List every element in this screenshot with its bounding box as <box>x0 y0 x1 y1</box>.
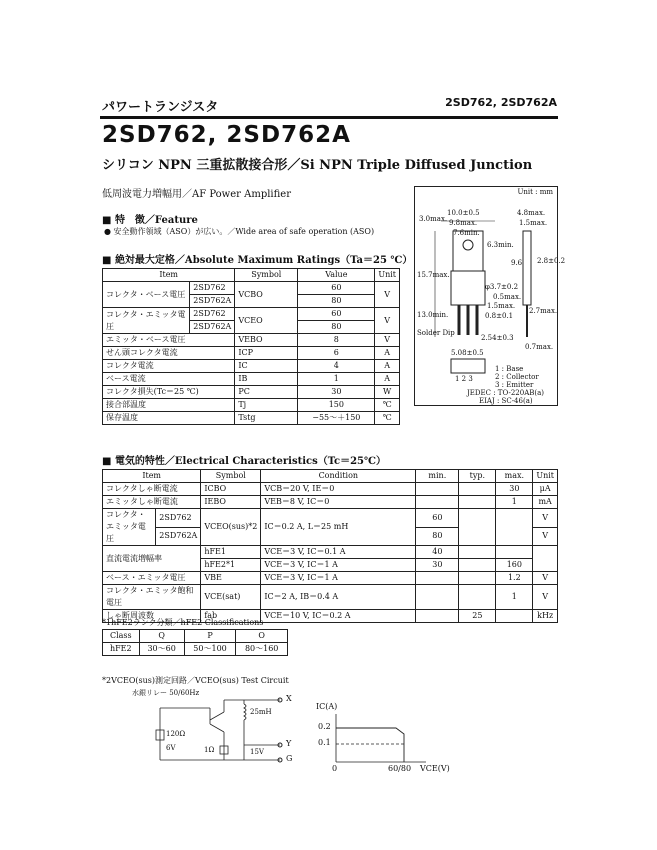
header-part-numbers: 2SD762, 2SD762A <box>445 96 557 109</box>
col-header: Unit <box>533 470 558 483</box>
table-row <box>103 496 558 509</box>
min-cell: 60 <box>416 509 459 528</box>
value-cell: −55～＋150 <box>298 412 375 425</box>
unit-cell: V <box>375 282 400 308</box>
table-row <box>103 360 400 373</box>
col-header: Value <box>298 269 375 282</box>
pin-legend-emitter: 3 : Emitter <box>495 381 534 389</box>
symbol-cell: VEBO <box>235 334 298 347</box>
symbol-cell: IEBO <box>201 496 261 509</box>
item-cell: ベース・エミッタ電圧 <box>103 572 201 585</box>
class-header: P <box>184 630 236 643</box>
dim-label: 2.7max. <box>529 307 558 315</box>
sub-cell: 2SD762A <box>190 321 235 334</box>
item-cell: エミッタしゃ断電流 <box>103 496 201 509</box>
typ-cell <box>459 585 496 610</box>
item-cell: せん頭コレクタ電流 <box>103 347 235 360</box>
unit-cell: A <box>375 360 400 373</box>
item-cell: エミッタ・ベース電圧 <box>103 334 235 347</box>
table-row <box>103 399 400 412</box>
unit-cell: V <box>533 572 558 585</box>
max-cell <box>496 546 533 559</box>
value-cell: 80 <box>298 321 375 334</box>
max-cell: 1 <box>496 585 533 610</box>
classification-heading: *1hFE2ランク分類／hFE2 Classifications <box>102 618 264 627</box>
item-cell: コレクタ電流 <box>103 360 235 373</box>
unit-cell: μA <box>533 483 558 496</box>
item-cell: しゃ断周波数 <box>103 610 201 623</box>
unit-cell: ℃ <box>375 399 400 412</box>
typ-cell <box>459 496 496 509</box>
min-cell: 40 <box>416 546 459 559</box>
dim-label: 6.3min. <box>487 241 514 249</box>
value-cell: 80 <box>298 295 375 308</box>
symbol-cell: PC <box>235 386 298 399</box>
header-rule <box>100 116 558 119</box>
class-cell: hFE2 <box>103 643 140 656</box>
package-drawing <box>414 186 566 406</box>
col-header: Item <box>103 269 235 282</box>
graph-x-tick: 60/80 <box>388 764 412 773</box>
elec-heading: ■ 電気的特性／Electrical Characteristics（Tc＝25℃） <box>102 456 386 467</box>
class-header: Q <box>139 630 184 643</box>
symbol-cell: IC <box>235 360 298 373</box>
dim-label: 13.0min. <box>417 311 449 319</box>
value-cell: 60 <box>298 282 375 295</box>
item-cell: 保存温度 <box>103 412 235 425</box>
item-cell: 接合部温度 <box>103 399 235 412</box>
inductor <box>244 704 246 720</box>
dim-label: 4.8max. <box>517 209 546 217</box>
min-cell <box>416 572 459 585</box>
min-cell: 30 <box>416 559 459 572</box>
sub-cell: 2SD762 <box>190 308 235 321</box>
min-cell <box>416 610 459 623</box>
features-heading-text: 特 徴／Feature <box>114 215 198 226</box>
item-cell: コレクタ損失(Tc＝25 ℃) <box>103 386 235 399</box>
dim-label: 0.8±0.1 <box>485 312 514 320</box>
col-header: typ. <box>459 470 496 483</box>
pin-legend-collector: 2 : Collector <box>495 373 539 381</box>
resistor-1-label: 1Ω <box>204 746 215 754</box>
dim-label: 15.7max. <box>417 271 450 279</box>
battery-15v-label: 15V <box>250 748 264 756</box>
table-row <box>103 483 558 496</box>
item-cell: コレクタ・エミッタ電圧 <box>103 308 190 334</box>
sub-cell: 2SD762A <box>156 527 201 546</box>
pin-numbers: 1 2 3 <box>455 375 473 383</box>
item-cell: コレクタ・エミッタ電圧 <box>103 509 156 546</box>
feature-item: ● 安全動作領域（ASO）が広い。／Wide area of safe operation (ASO) <box>104 227 375 236</box>
abs-max-heading-text: 絶対最大定格／Absolute Maximum Ratings（Ta＝25 ℃） <box>114 255 413 266</box>
unit-cell: V <box>375 308 400 334</box>
mounting-hole <box>463 240 473 250</box>
col-header: min. <box>416 470 459 483</box>
class-cell: 50～100 <box>184 643 236 656</box>
symbol-cell: ICP <box>235 347 298 360</box>
condition-cell: VEB＝8 V, IC＝0 <box>261 496 416 509</box>
transistor-collector <box>210 712 224 720</box>
unit-cell: W <box>375 386 400 399</box>
table-row <box>103 509 558 528</box>
max-cell: 30 <box>496 483 533 496</box>
inductor-label: 25mH <box>250 708 272 716</box>
dim-label: φ3.7±0.2 <box>485 283 519 291</box>
dim-label: 2.54±0.3 <box>481 334 514 342</box>
graph-ylabel: IC(A) <box>316 702 338 711</box>
item-cell: コレクタしゃ断電流 <box>103 483 201 496</box>
min-cell <box>416 483 459 496</box>
typ-cell <box>459 483 496 496</box>
table-header <box>103 269 400 282</box>
unit-cell: V <box>375 334 400 347</box>
sub-cell: 2SD762 <box>190 282 235 295</box>
page-title: 2SD762, 2SD762A <box>102 122 351 148</box>
resistor-120-label: 120Ω <box>166 730 186 738</box>
table-header <box>103 470 558 483</box>
classification-table <box>102 629 288 656</box>
symbol-cell: hFE1 <box>201 546 261 559</box>
class-header: Class <box>103 630 140 643</box>
dim-label: 7.6min. <box>453 229 480 237</box>
elec-heading-text: 電気的特性／Electrical Characteristics（Tc＝25℃） <box>114 456 386 467</box>
graph-x-origin: 0 <box>332 764 338 773</box>
typ-cell <box>459 509 496 546</box>
battery-6v-label: 6V <box>166 744 176 752</box>
unit-cell: A <box>375 373 400 386</box>
feature-item-text: 安全動作領域（ASO）が広い。／Wide area of safe operation (ASO) <box>113 227 375 236</box>
dim-label: 2.8±0.2 <box>537 257 566 265</box>
value-cell: 6 <box>298 347 375 360</box>
symbol-cell: VCEO <box>235 308 298 334</box>
dim-label: 1.5max. <box>519 219 548 227</box>
class-header: O <box>236 630 288 643</box>
table-row <box>103 585 558 610</box>
value-cell: 8 <box>298 334 375 347</box>
col-header: Item <box>103 470 201 483</box>
unit-cell: V <box>533 527 558 546</box>
sub-cell: 2SD762A <box>190 295 235 308</box>
dim-label: 3.0max. <box>419 215 448 223</box>
dim-label: 9.8max. <box>449 219 478 227</box>
features-heading: ■ 特 徴／Feature <box>102 215 198 226</box>
typ-cell: 25 <box>459 610 496 623</box>
table-row <box>103 308 400 321</box>
test-circuit-heading: *2VCEO(sus)測定回路／VCEO(sus) Test Circuit <box>102 676 289 685</box>
package-tab <box>453 231 483 271</box>
graph-y-tick: 0.1 <box>318 738 331 747</box>
max-cell: 1 <box>496 496 533 509</box>
typ-cell <box>459 559 496 572</box>
min-cell <box>416 496 459 509</box>
min-cell <box>416 585 459 610</box>
dim-label: 0.5max. <box>493 293 522 301</box>
symbol-cell: fab <box>201 610 261 623</box>
sub-cell: 2SD762 <box>156 509 201 528</box>
table-header <box>103 630 288 643</box>
dim-label: Solder Dip <box>417 329 455 337</box>
unit-cell: mA <box>533 496 558 509</box>
symbol-cell: Tj <box>235 399 298 412</box>
unit-cell: A <box>375 347 400 360</box>
test-waveform-graph <box>316 702 456 778</box>
unit-cell: V <box>533 509 558 528</box>
footprint <box>451 359 485 373</box>
table-row <box>103 347 400 360</box>
value-cell: 30 <box>298 386 375 399</box>
subtitle: シリコン NPN 三重拡散接合形／Si NPN Triple Diffused Junction <box>102 158 533 173</box>
dim-label: 10.0±0.5 <box>447 209 480 217</box>
condition-cell: IC＝2 A, IB＝0.4 A <box>261 585 416 610</box>
item-cell: ベース電流 <box>103 373 235 386</box>
class-cell: 30～60 <box>139 643 184 656</box>
abs-max-table <box>102 268 400 425</box>
max-cell: 1.2 <box>496 572 533 585</box>
col-header: Condition <box>261 470 416 483</box>
test-circuit <box>132 689 310 770</box>
package-body <box>451 271 485 305</box>
table-row <box>103 386 400 399</box>
application: 低周波電力増幅用／AF Power Amplifier <box>102 189 291 200</box>
abs-max-heading: ■ 絶対最大定格／Absolute Maximum Ratings（Ta＝25 ℃） <box>102 255 413 266</box>
category-label: パワートランジスタ <box>102 100 219 115</box>
table-row <box>103 334 400 347</box>
graph-curve <box>336 728 404 762</box>
max-cell: 160 <box>496 559 533 572</box>
dim-label: 9.6 <box>511 259 523 267</box>
relay-label: 水銀リレー 50/60Hz <box>132 689 200 697</box>
terminal-y-label: Y <box>286 739 292 748</box>
condition-cell: IC＝0.2 A, L＝25 mH <box>261 509 416 546</box>
condition-cell: VCE＝3 V, IC＝1 A <box>261 572 416 585</box>
dim-label: 0.7max. <box>525 343 554 351</box>
typ-cell <box>459 546 496 559</box>
dim-label: 5.08±0.5 <box>451 349 484 357</box>
symbol-cell: ICBO <box>201 483 261 496</box>
symbol-cell: VCBO <box>235 282 298 308</box>
graph-y-tick: 0.2 <box>318 722 331 731</box>
table-row <box>103 282 400 295</box>
terminal-g-label: G <box>286 754 293 763</box>
transistor-emitter <box>210 724 224 732</box>
symbol-cell: VCEO(sus)*2 <box>201 509 261 546</box>
class-cell: 80～160 <box>236 643 288 656</box>
table-row <box>103 643 288 656</box>
symbol-cell: VCE(sat) <box>201 585 261 610</box>
table-row <box>103 572 558 585</box>
table-row <box>103 546 558 559</box>
value-cell: 150 <box>298 399 375 412</box>
item-cell: コレクタ・ベース電圧 <box>103 282 190 308</box>
value-cell: 4 <box>298 360 375 373</box>
terminal-x-label: X <box>286 694 292 703</box>
unit-cell: ℃ <box>375 412 400 425</box>
unit-cell: V <box>533 585 558 610</box>
jedec-label: JEDEC : TO-220AB(a) <box>467 389 545 397</box>
condition-cell: VCE＝3 V, IC＝0.1 A <box>261 546 416 559</box>
typ-cell <box>459 572 496 585</box>
condition-cell: VCE＝3 V, IC＝1 A <box>261 559 416 572</box>
item-cell: コレクタ・エミッタ飽和電圧 <box>103 585 201 610</box>
col-header: Unit <box>375 269 400 282</box>
symbol-cell: Tstg <box>235 412 298 425</box>
condition-cell: VCE＝10 V, IC＝0.2 A <box>261 610 416 623</box>
table-row <box>103 373 400 386</box>
symbol-cell: hFE2*1 <box>201 559 261 572</box>
max-cell <box>496 610 533 623</box>
table-row <box>103 412 400 425</box>
min-cell: 80 <box>416 527 459 546</box>
pin-legend-base: 1 : Base <box>495 365 524 373</box>
unit-label: Unit : mm <box>517 188 553 196</box>
col-header: max. <box>496 470 533 483</box>
symbol-cell: IB <box>235 373 298 386</box>
elec-table <box>102 469 558 623</box>
symbol-cell: VBE <box>201 572 261 585</box>
value-cell: 60 <box>298 308 375 321</box>
col-header: Symbol <box>235 269 298 282</box>
unit-cell <box>533 546 558 572</box>
value-cell: 1 <box>298 373 375 386</box>
condition-cell: VCB＝20 V, IE＝0 <box>261 483 416 496</box>
unit-cell: kHz <box>533 610 558 623</box>
dim-label: 1.5max. <box>487 302 516 310</box>
item-cell: 直流電流増幅率 <box>103 546 201 572</box>
max-cell <box>496 509 533 546</box>
eiaj-label: EIAJ : SC-46(a) <box>479 397 533 405</box>
graph-xlabel: VCE(V) <box>420 764 450 773</box>
col-header: Symbol <box>201 470 261 483</box>
side-view-body <box>523 231 531 305</box>
